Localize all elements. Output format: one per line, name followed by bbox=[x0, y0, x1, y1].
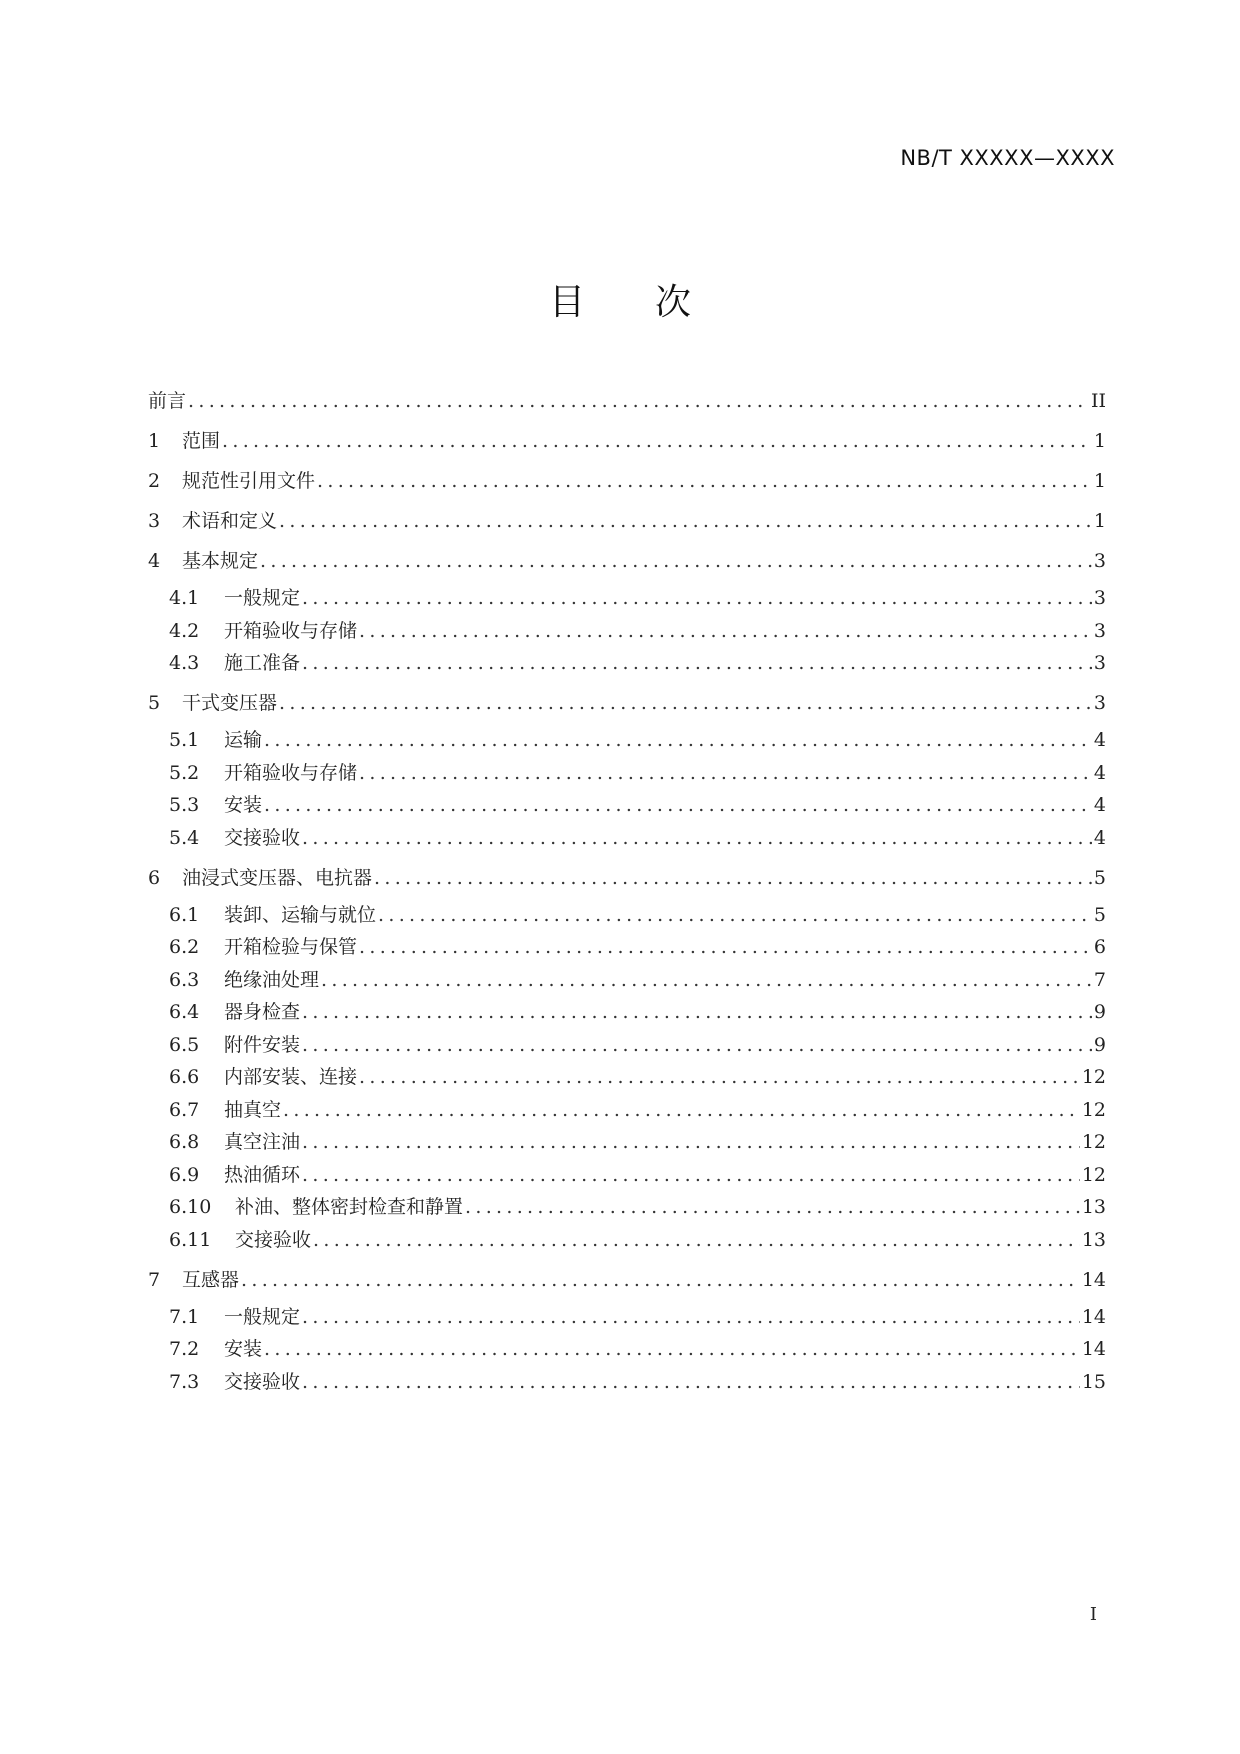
toc-entry-number: 1 bbox=[148, 430, 161, 452]
toc-entry-page: 12 bbox=[1081, 1098, 1106, 1121]
toc-entry-page: 3 bbox=[1093, 619, 1106, 642]
toc-entry-title: 安装 bbox=[224, 794, 263, 816]
toc-entry-title: 干式变压器 bbox=[182, 692, 278, 714]
toc-entry-title: 开箱验收与存储 bbox=[224, 761, 358, 784]
toc-leader-dots bbox=[302, 1001, 1092, 1024]
toc-entry-number: 6.4 bbox=[169, 1001, 200, 1023]
toc-entry-page: 3 bbox=[1093, 652, 1106, 674]
toc-entry-page: 9 bbox=[1093, 1001, 1106, 1023]
toc-entry-page: 1 bbox=[1093, 510, 1106, 532]
toc-entry-title: 交接验收 bbox=[224, 826, 301, 849]
toc-entry-number: 6.8 bbox=[169, 1131, 200, 1153]
toc-entry-title: 开箱检验与保管 bbox=[224, 936, 358, 958]
document-code: NB/T XXXXX—XXXX bbox=[900, 146, 1115, 170]
toc-entry[interactable] bbox=[148, 1034, 1106, 1057]
toc-entry[interactable] bbox=[148, 620, 1106, 643]
toc-leader-dots bbox=[359, 620, 1092, 643]
toc-entry-page: 1 bbox=[1093, 430, 1106, 452]
toc-entry-number: 4 bbox=[148, 550, 161, 572]
toc-entry-title: 基本规定 bbox=[182, 550, 259, 572]
toc-entry[interactable] bbox=[148, 794, 1106, 817]
toc-entry-title: 术语和定义 bbox=[182, 510, 278, 532]
table-of-contents bbox=[148, 390, 1106, 1394]
toc-leader-dots bbox=[283, 1099, 1080, 1122]
toc-entry-number: 6.6 bbox=[169, 1066, 200, 1088]
toc-entry-title: 一般规定 bbox=[224, 1305, 301, 1328]
toc-entry-number: 7.3 bbox=[169, 1370, 200, 1393]
toc-entry-page: 4 bbox=[1093, 761, 1106, 784]
toc-entry-title: 一般规定 bbox=[224, 587, 301, 609]
toc-entry[interactable] bbox=[148, 1001, 1106, 1024]
toc-leader-dots bbox=[359, 762, 1092, 785]
toc-entry-number: 6.10 bbox=[169, 1196, 212, 1218]
toc-leader-dots bbox=[302, 1034, 1092, 1057]
toc-leader-dots bbox=[264, 729, 1092, 752]
toc-entry[interactable] bbox=[148, 969, 1106, 992]
toc-entry-number: 5.1 bbox=[169, 729, 200, 751]
toc-entry-number: 5.4 bbox=[169, 826, 200, 849]
toc-entry-page: 12 bbox=[1081, 1131, 1106, 1153]
toc-entry-page: 13 bbox=[1081, 1196, 1106, 1218]
toc-leader-dots bbox=[188, 390, 1089, 413]
toc-leader-dots bbox=[222, 430, 1092, 453]
toc-entry[interactable] bbox=[148, 587, 1106, 610]
toc-entry-title: 安装 bbox=[224, 1338, 263, 1360]
toc-entry-title: 运输 bbox=[224, 729, 263, 751]
toc-entry-page: 15 bbox=[1081, 1370, 1106, 1393]
toc-entry-number: 7 bbox=[148, 1268, 161, 1291]
toc-entry[interactable] bbox=[148, 936, 1106, 959]
toc-entry[interactable] bbox=[148, 867, 1106, 890]
toc-entry-page: 13 bbox=[1081, 1228, 1106, 1251]
toc-leader-dots bbox=[359, 1066, 1080, 1089]
toc-entry-page: 14 bbox=[1081, 1338, 1106, 1360]
page-title-part2: 次 bbox=[655, 282, 692, 323]
page-title bbox=[0, 274, 1240, 325]
toc-leader-dots bbox=[279, 692, 1092, 715]
toc-entry-page: 12 bbox=[1081, 1163, 1106, 1186]
toc-entry-title: 施工准备 bbox=[224, 652, 301, 674]
toc-leader-dots bbox=[321, 969, 1092, 992]
toc-entry-page: 1 bbox=[1093, 470, 1106, 492]
toc-entry-title: 油浸式变压器、电抗器 bbox=[182, 866, 373, 889]
toc-entry[interactable] bbox=[148, 827, 1106, 850]
toc-entry-page: 7 bbox=[1093, 968, 1106, 991]
toc-entry-title: 附件安装 bbox=[224, 1033, 301, 1056]
toc-entry[interactable] bbox=[148, 550, 1106, 573]
toc-entry[interactable] bbox=[148, 729, 1106, 752]
toc-entry-number: 3 bbox=[148, 510, 161, 532]
toc-entry-page: 3 bbox=[1093, 550, 1106, 572]
toc-entry[interactable] bbox=[148, 1371, 1106, 1394]
toc-leader-dots bbox=[264, 1338, 1080, 1361]
toc-entry-page: 4 bbox=[1093, 826, 1106, 849]
toc-leader-dots bbox=[302, 587, 1092, 610]
toc-leader-dots bbox=[465, 1196, 1080, 1219]
toc-leader-dots bbox=[302, 1371, 1080, 1394]
toc-leader-dots bbox=[302, 652, 1092, 675]
toc-entry-title: 前言 bbox=[148, 390, 187, 412]
toc-entry-title: 规范性引用文件 bbox=[182, 470, 316, 492]
toc-entry[interactable] bbox=[148, 430, 1106, 453]
toc-entry-number: 5.3 bbox=[169, 794, 200, 816]
toc-entry-number: 6 bbox=[148, 866, 161, 889]
toc-entry-page: 3 bbox=[1093, 587, 1106, 609]
toc-entry-title: 绝缘油处理 bbox=[224, 968, 320, 991]
toc-leader-dots bbox=[302, 1306, 1080, 1329]
toc-entry-page: 5 bbox=[1093, 866, 1106, 889]
toc-leader-dots bbox=[241, 1269, 1080, 1292]
toc-entry-number: 7.1 bbox=[169, 1305, 200, 1328]
toc-entry[interactable] bbox=[148, 1196, 1106, 1219]
toc-leader-dots bbox=[378, 904, 1092, 927]
toc-entry[interactable] bbox=[148, 510, 1106, 533]
toc-entry-title: 真空注油 bbox=[224, 1131, 301, 1153]
toc-leader-dots bbox=[302, 1131, 1080, 1154]
toc-entry[interactable] bbox=[148, 390, 1106, 413]
toc-entry-title: 交接验收 bbox=[235, 1228, 312, 1251]
toc-leader-dots bbox=[374, 867, 1092, 890]
toc-entry-number: 6.11 bbox=[169, 1228, 212, 1251]
toc-entry[interactable] bbox=[148, 1099, 1106, 1122]
toc-entry-number: 5.2 bbox=[169, 761, 200, 784]
toc-entry[interactable] bbox=[148, 1269, 1106, 1292]
toc-entry-title: 器身检查 bbox=[224, 1001, 301, 1023]
toc-entry-title: 热油循环 bbox=[224, 1163, 301, 1186]
toc-entry-page: II bbox=[1090, 390, 1106, 412]
toc-leader-dots bbox=[313, 1229, 1080, 1252]
toc-entry-number: 6.7 bbox=[169, 1098, 200, 1121]
toc-entry-number: 6.5 bbox=[169, 1033, 200, 1056]
toc-entry-title: 互感器 bbox=[182, 1268, 240, 1291]
toc-entry-page: 14 bbox=[1081, 1268, 1106, 1291]
toc-entry-title: 抽真空 bbox=[224, 1098, 282, 1121]
toc-entry[interactable] bbox=[148, 652, 1106, 675]
toc-entry-title: 内部安装、连接 bbox=[224, 1066, 358, 1088]
toc-entry-number: 5 bbox=[148, 692, 161, 714]
page-title-part1: 目 bbox=[548, 282, 585, 323]
toc-entry-page: 4 bbox=[1093, 729, 1106, 751]
toc-entry-number: 6.3 bbox=[169, 968, 200, 991]
toc-entry[interactable] bbox=[148, 470, 1106, 493]
toc-leader-dots bbox=[302, 827, 1092, 850]
toc-entry[interactable] bbox=[148, 1306, 1106, 1329]
toc-entry-title: 开箱验收与存储 bbox=[224, 619, 358, 642]
toc-entry[interactable] bbox=[148, 1229, 1106, 1252]
toc-entry-page: 6 bbox=[1093, 936, 1106, 958]
toc-leader-dots bbox=[302, 1164, 1080, 1187]
toc-entry-page: 5 bbox=[1093, 903, 1106, 926]
toc-leader-dots bbox=[264, 794, 1092, 817]
toc-entry[interactable] bbox=[148, 1338, 1106, 1361]
toc-entry-number: 2 bbox=[148, 470, 161, 492]
toc-entry-number: 4.3 bbox=[169, 652, 200, 674]
toc-entry-page: 12 bbox=[1081, 1066, 1106, 1088]
toc-entry-number: 7.2 bbox=[169, 1338, 200, 1360]
toc-entry-page: 14 bbox=[1081, 1305, 1106, 1328]
page-number: I bbox=[1089, 1604, 1097, 1625]
toc-leader-dots bbox=[279, 510, 1092, 533]
toc-leader-dots bbox=[359, 936, 1092, 959]
toc-entry-number: 6.9 bbox=[169, 1163, 200, 1186]
toc-entry[interactable] bbox=[148, 1131, 1106, 1154]
toc-entry-number: 6.2 bbox=[169, 936, 200, 958]
toc-entry-title: 交接验收 bbox=[224, 1370, 301, 1393]
toc-entry[interactable] bbox=[148, 692, 1106, 715]
toc-entry[interactable] bbox=[148, 904, 1106, 927]
toc-entry-number: 6.1 bbox=[169, 903, 200, 926]
toc-entry-page: 4 bbox=[1093, 794, 1106, 816]
toc-entry[interactable] bbox=[148, 1066, 1106, 1089]
toc-entry-title: 范围 bbox=[182, 430, 221, 452]
toc-entry-title: 补油、整体密封检查和静置 bbox=[235, 1196, 464, 1218]
toc-entry-page: 3 bbox=[1093, 692, 1106, 714]
toc-entry[interactable] bbox=[148, 1164, 1106, 1187]
toc-entry[interactable] bbox=[148, 762, 1106, 785]
toc-entry-title: 装卸、运输与就位 bbox=[224, 903, 377, 926]
toc-entry-number: 4.1 bbox=[169, 587, 200, 609]
toc-entry-number: 4.2 bbox=[169, 619, 200, 642]
toc-leader-dots bbox=[317, 470, 1092, 493]
toc-entry-page: 9 bbox=[1093, 1033, 1106, 1056]
toc-leader-dots bbox=[260, 550, 1092, 573]
